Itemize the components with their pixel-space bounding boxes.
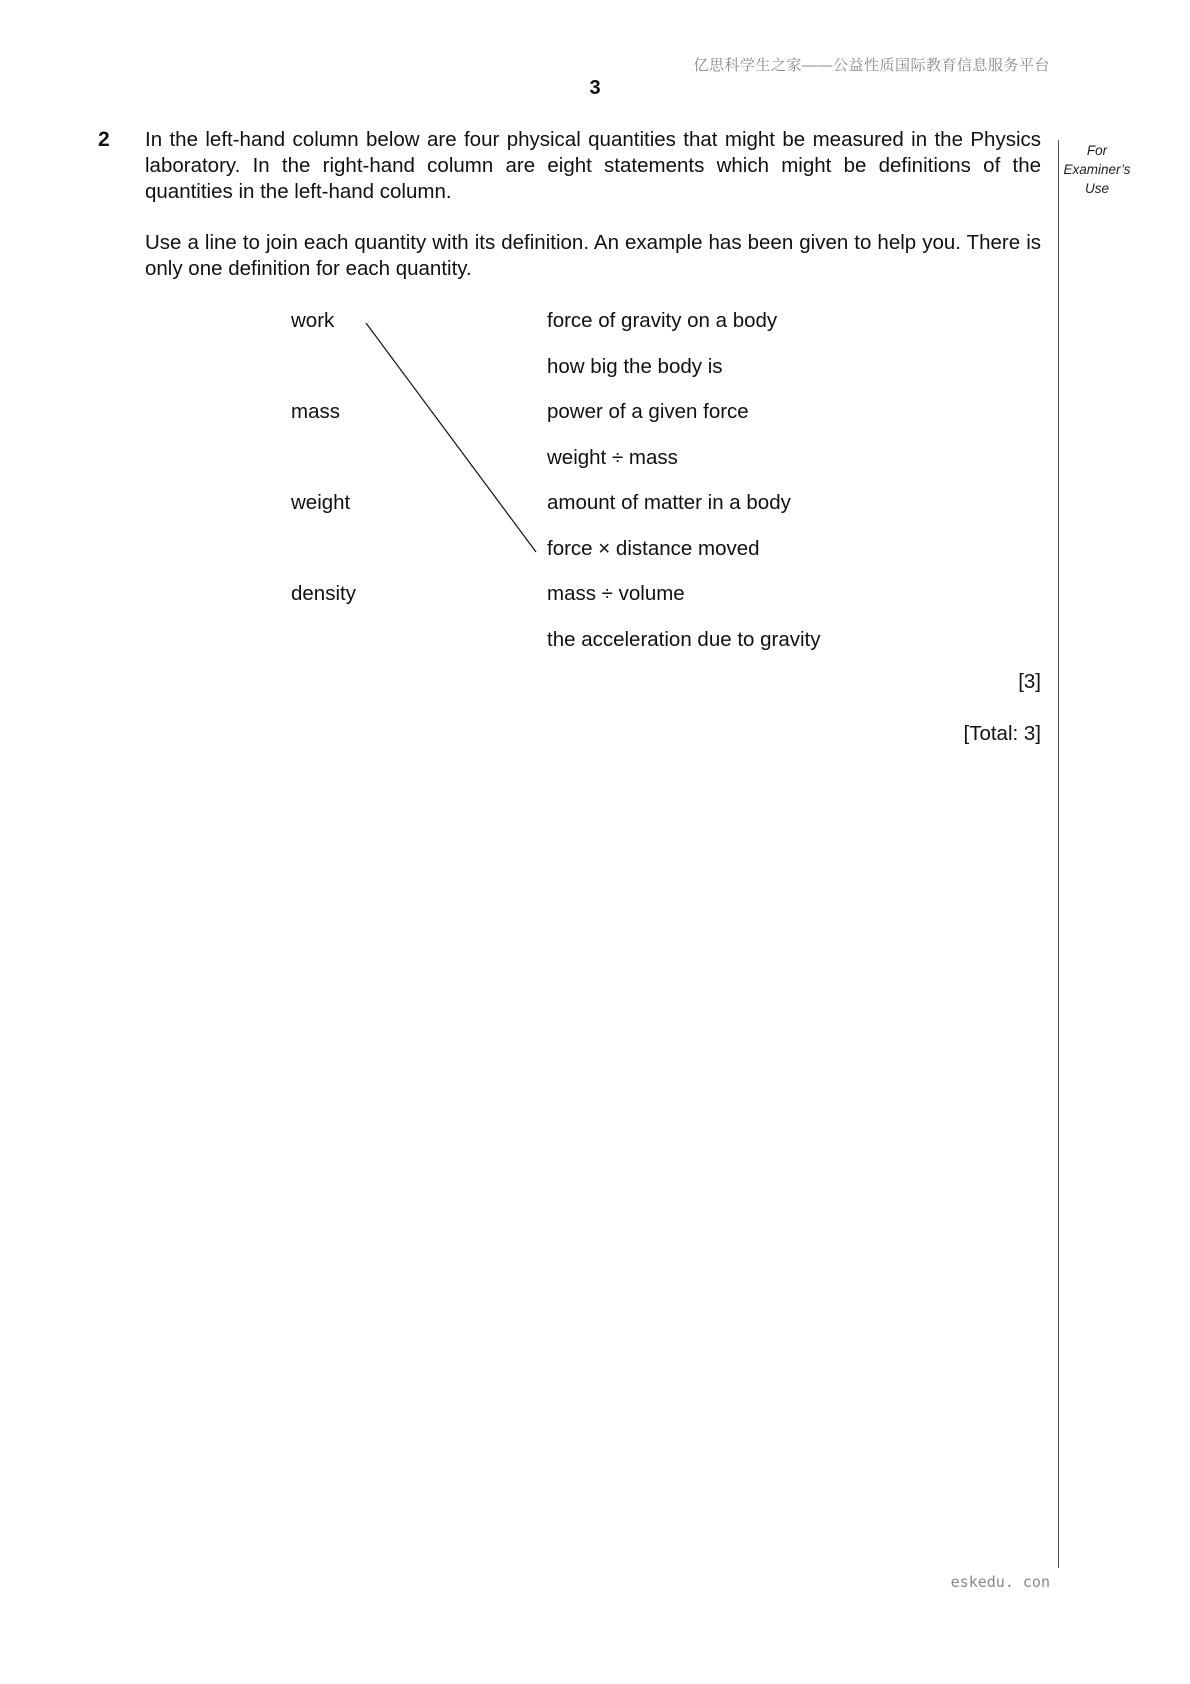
examiner-label-line-2: Examiner’s	[1063, 162, 1131, 177]
footer-site: eskedu. con	[950, 1573, 1050, 1591]
definition-2: how big the body is	[547, 355, 723, 378]
definition-5: amount of matter in a body	[547, 491, 791, 514]
total-marks: [Total: 3]	[963, 722, 1041, 745]
definition-8: the acceleration due to gravity	[547, 628, 821, 651]
definition-6: force × distance moved	[547, 537, 760, 560]
header-watermark: 亿思科学生之家——公益性质国际教育信息服务平台	[693, 57, 1050, 74]
marks-allocation: [3]	[1018, 670, 1041, 693]
definition-3: power of a given force	[547, 400, 749, 423]
quantity-density: density	[291, 582, 356, 605]
page-number: 3	[589, 77, 601, 99]
example-answer-line	[0, 0, 1190, 800]
question-number: 2	[98, 128, 110, 151]
question-instruction: Use a line to join each quantity with its definition. An example has been given to help you. There is only one definition for each quantity.	[145, 231, 1041, 280]
quantity-work: work	[291, 309, 335, 332]
example-connector-line	[366, 323, 536, 552]
examiner-label-line-3: Use	[1084, 181, 1109, 196]
definition-4: weight ÷ mass	[547, 446, 678, 469]
quantity-mass: mass	[291, 400, 340, 423]
quantity-weight: weight	[291, 491, 351, 514]
definition-7: mass ÷ volume	[547, 582, 685, 605]
definition-1: force of gravity on a body	[547, 309, 778, 332]
examiner-label-line-1: For	[1086, 143, 1108, 158]
question-intro: In the left-hand column below are four physical quantities that might be measured in the Physics laboratory. In the right-hand column are eight statements which might be definitions of the quantities in the left-hand column.	[145, 128, 1041, 203]
